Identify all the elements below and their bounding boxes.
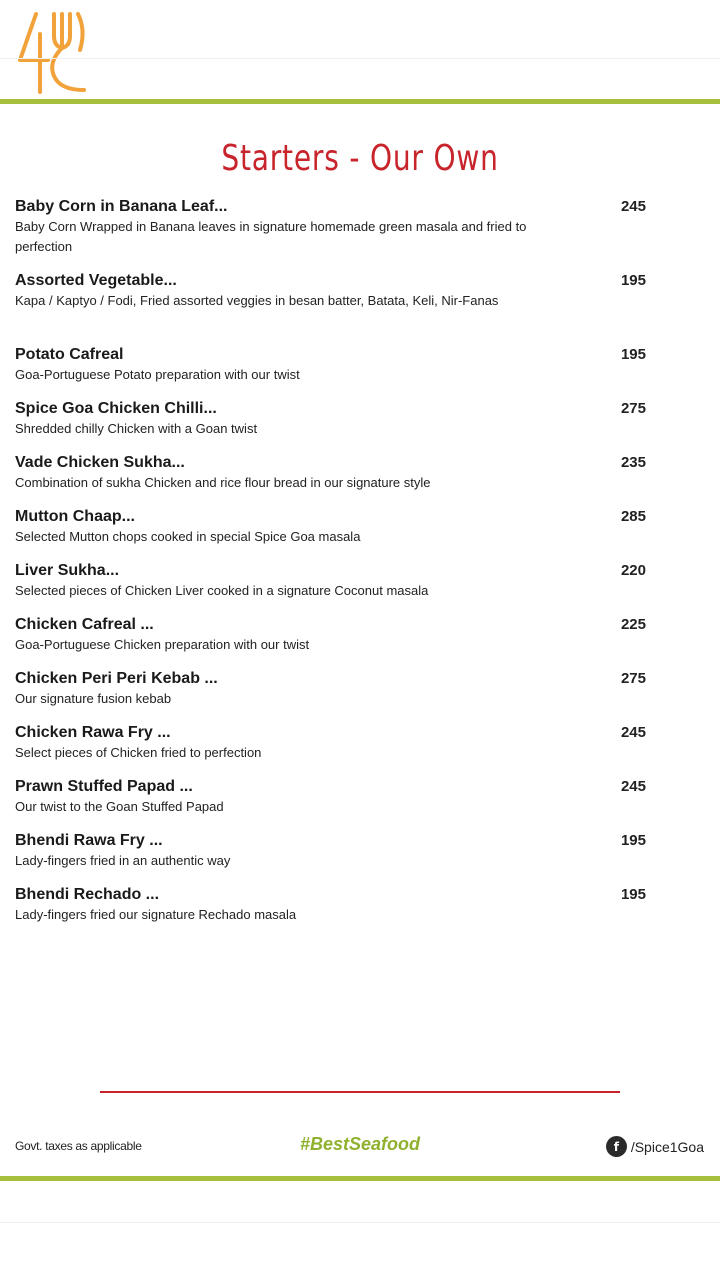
item-description: Selected Mutton chops cooked in special Spice Goa masala [15,529,361,544]
item-price: 245 [620,778,646,795]
item-name: Potato Cafreal [15,346,124,363]
item-name: Chicken Rawa Fry ... [15,724,171,741]
menu-list [15,196,655,938]
item-price: 195 [620,272,646,289]
item-price: 195 [620,832,646,849]
item-name: Chicken Peri Peri Kebab ... [15,670,218,687]
item-price: 245 [620,198,646,215]
item-description: Our signature fusion kebab [15,691,172,706]
menu-item [15,668,655,722]
menu-item [15,506,655,560]
menu-item [15,614,655,668]
item-price: 225 [620,616,646,633]
item-name: Assorted Vegetable... [15,272,177,289]
item-price: 235 [620,454,646,471]
menu-item [15,722,655,776]
facebook-icon: f [606,1136,627,1157]
item-price: 275 [620,400,646,417]
item-name: Baby Corn in Banana Leaf... [15,198,228,215]
menu-item [15,270,655,344]
item-description: Select pieces of Chicken fried to perfection [15,745,262,760]
item-name: Spice Goa Chicken Chilli... [15,400,217,417]
item-description: Goa-Portuguese Potato preparation with our twist [15,367,300,382]
menu-item [15,196,655,270]
item-name: Vade Chicken Sukha... [15,454,185,471]
item-description: Lady-fingers fried in an authentic way [15,853,231,868]
footer-accent-bar [0,1176,720,1181]
page-title: Starters - Our Own [221,138,499,179]
item-price: 220 [620,562,646,579]
item-name: Chicken Cafreal ... [15,616,154,633]
header-accent-bar [0,99,720,104]
item-description: Our twist to the Goan Stuffed Papad [15,799,224,814]
item-name: Bhendi Rechado ... [15,886,160,903]
menu-item [15,830,655,884]
item-price: 245 [620,724,646,741]
footer-thin-divider [0,1222,720,1223]
social-handle: /Spice1Goa [630,1138,704,1155]
item-description: Shredded chilly Chicken with a Goan twist [15,421,258,436]
menu-item [15,884,655,938]
menu-item [15,344,655,398]
item-name: Mutton Chaap... [15,508,135,525]
item-description: Kapa / Kaptyo / Fodi, Fried assorted veggies in besan batter, Batata, Keli, Nir-Fanas [15,293,499,308]
menu-item [15,452,655,506]
social-link[interactable] [606,1136,704,1157]
hashtag: #BestSeafood [299,1134,421,1154]
item-name: Liver Sukha... [15,562,120,579]
item-price: 275 [620,670,646,687]
menu-item [15,776,655,830]
footer-divider [100,1091,620,1093]
taxes-note: Govt. taxes as applicable [15,1139,142,1153]
item-price: 285 [620,508,646,525]
item-price: 195 [620,346,646,363]
header-divider [0,58,720,59]
item-description: Selected pieces of Chicken Liver cooked in a signature Coconut masala [15,583,429,598]
item-name: Prawn Stuffed Papad ... [15,778,193,795]
item-name: Bhendi Rawa Fry ... [15,832,163,849]
item-description: Lady-fingers fried our signature Rechado masala [15,907,297,922]
item-description: Baby Corn Wrapped in Banana leaves in signature homemade green masala and fried to perfection [15,219,527,254]
fork-knife-logo-icon [14,10,90,96]
item-description: Combination of sukha Chicken and rice flour bread in our signature style [15,475,431,490]
item-description: Goa-Portuguese Chicken preparation with our twist [15,637,310,652]
menu-item [15,560,655,614]
menu-item [15,398,655,452]
item-price: 195 [620,886,646,903]
